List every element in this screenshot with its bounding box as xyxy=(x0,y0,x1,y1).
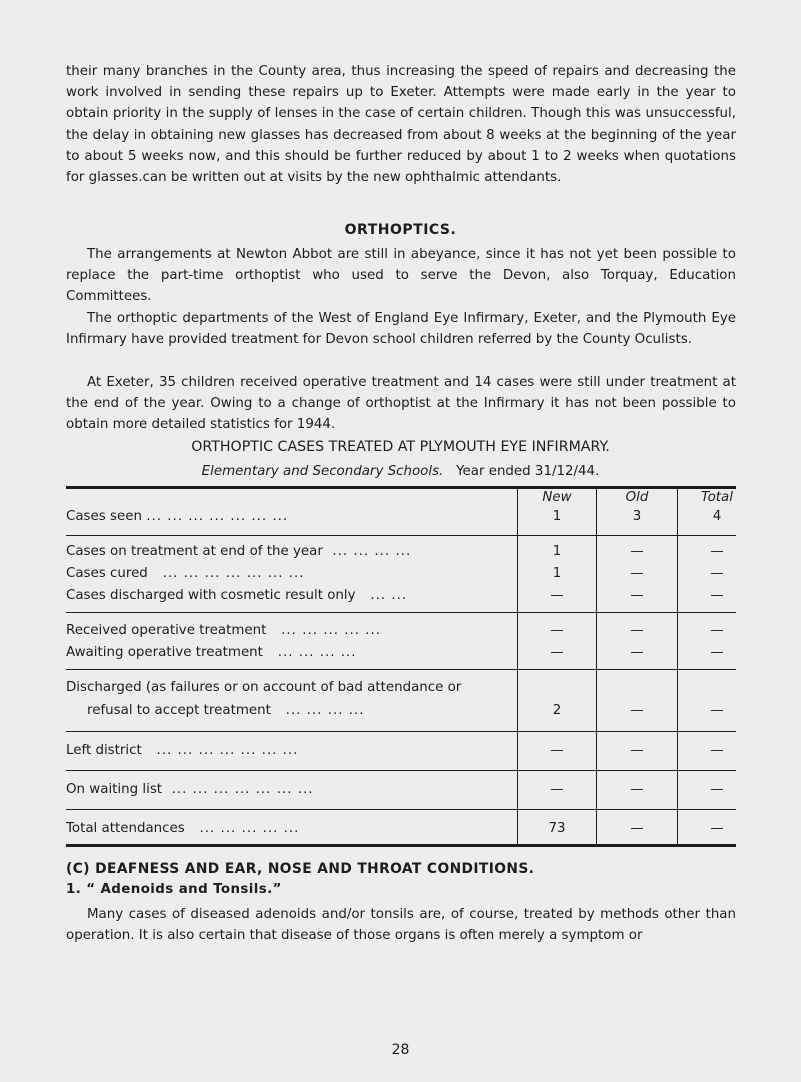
table-cell-total: — xyxy=(710,566,724,581)
table-cell-old: — xyxy=(630,588,644,603)
table-cell-total: — xyxy=(710,544,724,559)
table-rule xyxy=(66,669,736,670)
table-subtitle-year: Year ended 31/12/44. xyxy=(456,464,600,479)
table-cell-new: 73 xyxy=(548,821,566,836)
table-cell-new: 2 xyxy=(552,703,562,718)
orthoptics-paragraph-2: The orthoptic departments of the West of England Eye Infirmary, Exeter, and the Plymouth Eye Infirmary have provided treatment for Devon school children referred by the County Oculists. xyxy=(66,311,736,348)
table-rule xyxy=(66,731,736,732)
table-row-label: Cases seen ... ... ... ... ... ... ... xyxy=(66,509,289,524)
table-row-label: Total attendances ... ... ... ... ... xyxy=(66,821,300,836)
orthoptics-paragraph-1: The arrangements at Newton Abbot are still in abeyance, since it has not yet been possible to replace the part-time orthoptist who used to serve the Devon, also Torquay, Education Committees. xyxy=(66,247,736,305)
table-cell-total: — xyxy=(710,623,724,638)
table-cell-total: — xyxy=(710,645,724,660)
table-cell-total: — xyxy=(710,821,724,836)
page-number: 28 xyxy=(391,1042,410,1058)
table-cell-old: 3 xyxy=(632,509,642,524)
table-cell-new: 1 xyxy=(552,544,562,559)
table-bottom-rule xyxy=(66,844,736,847)
column-header-old: Old xyxy=(625,490,649,505)
table-cell-old: — xyxy=(630,645,644,660)
table-cell-old: — xyxy=(630,703,644,718)
column-header-new: New xyxy=(542,490,572,505)
table-rule xyxy=(66,809,736,810)
section-c-paragraph: Many cases of diseased adenoids and/or tonsils are, of course, treated by methods other than operation. It is also certain that disease of those organs is often merely a symptom or xyxy=(66,907,736,944)
table-cell-old: — xyxy=(630,782,644,797)
orthoptics-paragraph-3: At Exeter, 35 children received operative treatment and 14 cases were still under treatment at the end of the year. Owing to a change of orthoptist at the Infirmary it has not been possible to obtain more detailed statistics for 1944. xyxy=(66,375,736,433)
table-row-label: On waiting list ... ... ... ... ... ... ... xyxy=(66,782,314,797)
table-cell-old: — xyxy=(630,566,644,581)
table-title: ORTHOPTIC CASES TREATED AT PLYMOUTH EYE INFIRMARY. xyxy=(191,439,610,455)
table-rule xyxy=(66,770,736,771)
table-subtitle-schools: Elementary and Secondary Schools. xyxy=(201,464,444,479)
table-cell-total: 4 xyxy=(712,509,722,524)
table-cell-total: — xyxy=(710,703,724,718)
intro-paragraph: their many branches in the County area, thus increasing the speed of repairs and decreasing the work involved in sending these repairs up to Exeter. Attempts were made early in the year to obtain priority in the supply of lenses in the case of certain children. Though this was unsuccessful, the delay in obtaining new glasses has decreased from about 8 weeks at the beginning of the year to about 5 weeks now, and this should be further reduced by about 1 to 2 weeks when quotations for glasses.can be written out at visits by the new ophthalmic attendants. xyxy=(66,64,736,186)
table-cell-new: 1 xyxy=(552,566,562,581)
table-cell-new: — xyxy=(550,645,564,660)
section-c-heading: (C) DEAFNESS AND EAR, NOSE AND THROAT CONDITIONS. xyxy=(66,861,535,877)
table-cell-old: — xyxy=(630,544,644,559)
table-rule xyxy=(66,535,736,536)
table-cell-new: — xyxy=(550,743,564,758)
table-cell-new: 1 xyxy=(552,509,562,524)
table-row-label: Awaiting operative treatment ... ... ... ... xyxy=(66,645,357,660)
table-cell-old: — xyxy=(630,623,644,638)
table-rule xyxy=(66,612,736,613)
table-cell-total: — xyxy=(710,588,724,603)
section-c-subheading: 1. “ Adenoids and Tonsils.” xyxy=(66,882,282,897)
table-row-label: Cases on treatment at end of the year ... ... ... ... xyxy=(66,544,412,559)
table-row-label: Left district ... ... ... ... ... ... ... xyxy=(66,743,299,758)
table-cell-total: — xyxy=(710,743,724,758)
table-cell-old: — xyxy=(630,743,644,758)
table-row-label: Cases discharged with cosmetic result only ... ... xyxy=(66,588,408,603)
table-cell-total: — xyxy=(710,782,724,797)
table-row-label-continued: refusal to accept treatment ... ... ... ... xyxy=(87,703,365,718)
table-cell-new: — xyxy=(550,782,564,797)
table-cell-new: — xyxy=(550,588,564,603)
table-row-label: Cases cured ... ... ... ... ... ... ... xyxy=(66,566,305,581)
table-cell-old: — xyxy=(630,821,644,836)
column-header-total: Total xyxy=(701,490,733,505)
table-row-label: Discharged (as failures or on account of bad attendance or xyxy=(66,680,462,695)
table-cell-new: — xyxy=(550,623,564,638)
orthoptics-heading: ORTHOPTICS. xyxy=(344,222,457,238)
table-row-label: Received operative treatment ... ... ... ... ... xyxy=(66,623,382,638)
